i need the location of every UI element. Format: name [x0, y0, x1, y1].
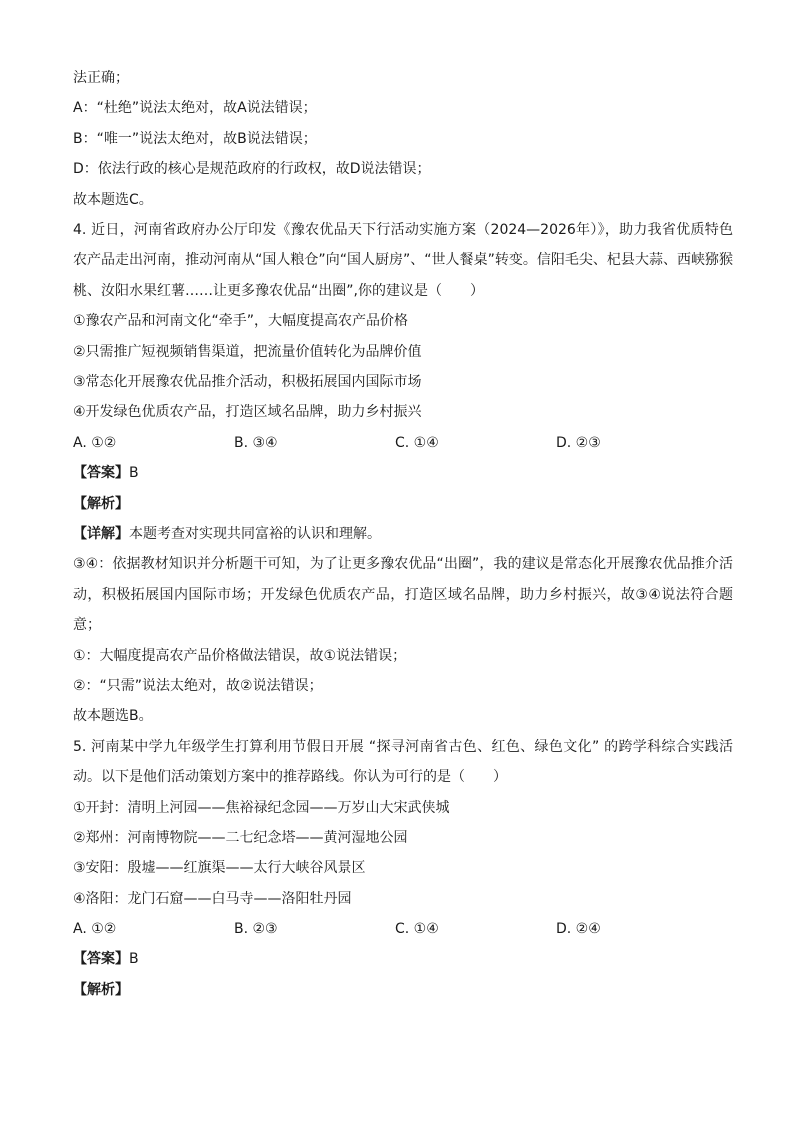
q5-stem: 5. 河南某中学九年级学生打算利用节假日开展 “探寻河南省古色、红色、绿色文化” 的跨学科综合实践活动。以下是他们活动策划方案中的推荐路线。你认为可行的是（ ）: [73, 738, 733, 786]
q5-choice-a: A. ①②: [73, 921, 117, 938]
q4-statement-3: ③常态化开展豫农优品推介活动，积极拓展国内国际市场: [73, 373, 422, 390]
q5-route-2: ②郑州：河南博物院——二七纪念塔——黄河湿地公园: [73, 829, 408, 846]
q5-choices: [73, 914, 733, 944]
q4-statement-4: ④开发绿色优质农产品，打造区域名品牌，助力乡村振兴: [73, 404, 422, 421]
q4-explanation-2: ②：“只需”说法太绝对，故②说法错误；: [73, 677, 323, 694]
q5-route-4: ④洛阳：龙门石窟——白马寺——洛阳牡丹园: [73, 890, 352, 907]
prev-option-a-analysis: A：“杜绝”说法太绝对，故A说法错误；: [73, 100, 317, 117]
q4-detail: [73, 519, 733, 549]
prev-analysis-tail: 法正确；: [73, 70, 129, 86]
q5-choice-b: B. ②③: [234, 921, 278, 938]
q4-answer-value: B: [129, 465, 139, 482]
q4-stem: 4. 近日，河南省政府办公厅印发《豫农优品天下行活动实施方案（2024—2026年）》，助力我省优质特色农产品走出河南，推动河南从“国人粮仓”向“国人厨房”、“世人餐桌”转变。信阳毛尖、杞县大蒜、西峡猕猴桃、汝阳水果红薯……让更多豫农优品“出圈”,你的建议是（ ）: [73, 221, 733, 299]
q5-answer-value: B: [129, 951, 139, 968]
q5-analysis-tag: 【解析】: [73, 981, 129, 998]
q4-answer-tag: 【答案】: [73, 465, 129, 482]
q5-analysis-heading: [73, 975, 733, 1005]
q4-explanation-34: ③④：依据教材知识并分析题干可知，为了让更多豫农优品“出圈”，我的建议是常态化开展豫农优品推介活动，积极拓展国内国际市场；开发绿色优质农产品，打造区域名品牌，助力乡村振兴，故③④说法符合题意；: [73, 556, 733, 634]
q4-statement-1: ①豫农产品和河南文化“牵手”，大幅度提高农产品价格: [73, 313, 409, 330]
prev-conclusion: 故本题选C。: [73, 191, 153, 208]
q5-choice-d: D. ②④: [556, 921, 601, 938]
q4-choice-a: A. ①②: [73, 434, 117, 451]
q4-detail-text: 本题考查对实现共同富裕的认识和理解。: [129, 525, 381, 542]
q4-analysis-heading: [73, 489, 733, 519]
q5-choice-c: C. ①④: [395, 921, 439, 938]
q5-route-3: ③安阳：殷墟——红旗渠——太行大峡谷风景区: [73, 860, 366, 877]
q4-analysis-tag: 【解析】: [73, 495, 129, 512]
q4-explanation-1: ①：大幅度提高农产品价格做法错误，故①说法错误；: [73, 647, 407, 664]
prev-option-d-analysis: D：依法行政的核心是规范政府的行政权，故D说法错误；: [73, 161, 431, 178]
q5-answer: [73, 944, 733, 974]
q5-route-1: ①开封：清明上河园——焦裕禄纪念园——万岁山大宋武侠城: [73, 799, 450, 816]
prev-option-b-analysis: B：“唯一”说法太绝对，故B说法错误；: [73, 130, 317, 147]
q4-answer: [73, 458, 733, 488]
page-content: [73, 63, 733, 1005]
q4-conclusion: 故本题选B。: [73, 708, 153, 725]
q4-statement-2: ②只需推广短视频销售渠道，把流量价值转化为品牌价值: [73, 343, 422, 360]
q4-detail-tag: 【详解】: [73, 525, 129, 542]
q5-answer-tag: 【答案】: [73, 951, 129, 968]
q4-choice-d: D. ②③: [556, 434, 601, 451]
q4-choice-b: B. ③④: [234, 434, 278, 451]
q4-choice-c: C. ①④: [395, 434, 439, 451]
q4-choices: [73, 428, 733, 458]
